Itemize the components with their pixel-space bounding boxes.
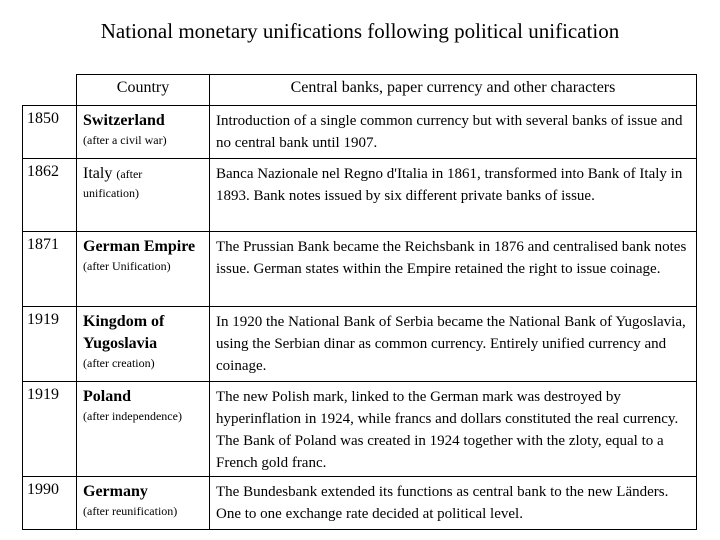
table-row: [23, 477, 697, 530]
table-header-row: [23, 75, 697, 106]
row-year: 1919: [23, 382, 77, 477]
table-row: [23, 159, 697, 232]
row-country: Switzerland: [83, 112, 165, 129]
row-country-note: (after reunification): [83, 504, 178, 518]
row-description: Introduction of a single common currency but with several banks of issue and no central bank until 1907.: [210, 106, 697, 159]
row-country-cell: [77, 477, 210, 530]
row-country-note: (after a civil war): [83, 133, 167, 147]
row-country: Germany: [83, 483, 148, 500]
row-country-cell: [77, 307, 210, 382]
header-year-empty: [23, 75, 77, 106]
row-country-note: (after creation): [83, 356, 155, 370]
row-description: In 1920 the National Bank of Serbia became the National Bank of Yugoslavia, using the Serbian dinar as common currency. Entirely unified currency and coinage.: [210, 307, 697, 382]
row-year: 1990: [23, 477, 77, 530]
row-description: The new Polish mark, linked to the German mark was destroyed by hyperinflation in 1924, while francs and dollars constituted the real currency. The Bank of Poland was created in 1924 together with the zloty, equal to a French gold franc.: [210, 382, 697, 477]
row-description: The Prussian Bank became the Reichsbank in 1876 and centralised bank notes issue. German states within the Empire retained the right to issue coinage.: [210, 232, 697, 307]
table-row: [23, 106, 697, 159]
header-country: Country: [77, 75, 210, 106]
page-title: National monetary unifications following political unification: [100, 19, 620, 43]
row-year: 1850: [23, 106, 77, 159]
row-country-cell: [77, 382, 210, 477]
row-country-cell: [77, 159, 210, 232]
table-row: [23, 232, 697, 307]
header-description: Central banks, paper currency and other characters: [210, 75, 697, 106]
row-country-note: (after independence): [83, 409, 182, 423]
row-country-cell: [77, 106, 210, 159]
row-country: Poland: [83, 388, 132, 405]
row-year: 1919: [23, 307, 77, 382]
row-description: Banca Nazionale nel Regno d'Italia in 1861, transformed into Bank of Italy in 1893. Bank notes issued by six different private banks of issue.: [210, 159, 697, 232]
row-country-note-inline: (after: [116, 167, 143, 181]
table-row: [23, 382, 697, 477]
row-country: Italy: [83, 165, 113, 182]
table-row: [23, 307, 697, 382]
row-country-note: (after Unification): [83, 259, 171, 273]
row-description: The Bundesbank extended its functions as central bank to the new Länders. One to one exchange rate decided at political level.: [210, 477, 697, 530]
row-country-note: unification): [83, 186, 139, 200]
row-country: German Empire: [83, 238, 196, 255]
row-country: Kingdom of Yugoslavia: [83, 313, 165, 352]
unification-table: [22, 74, 697, 530]
row-year: 1862: [23, 159, 77, 232]
row-year: 1871: [23, 232, 77, 307]
row-country-cell: [77, 232, 210, 307]
